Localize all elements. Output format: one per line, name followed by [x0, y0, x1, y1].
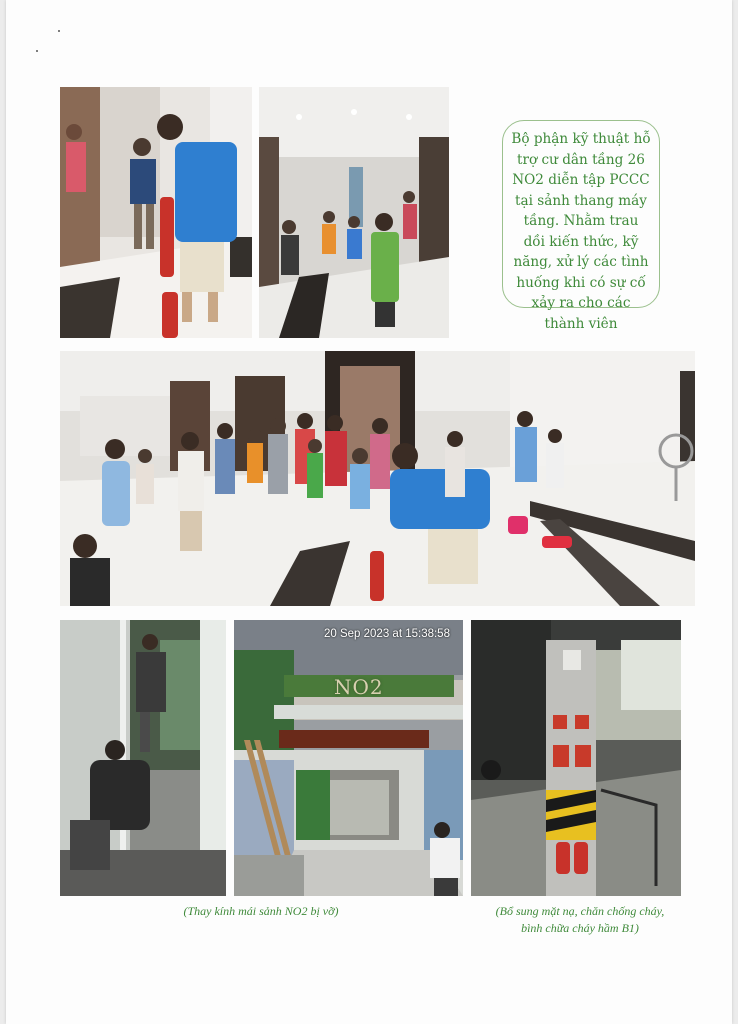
building-sign: NO2: [334, 675, 384, 699]
activity-description-text: Bộ phận kỹ thuật hỗ trợ cư dân tầng 26 NO2 diễn tập PCCC tại sảnh thang máy tầng. Nhằm trau dồi kiến thức, kỹ năng, xử lý các tình huống khi có sự cố xảy ra cho các thành viên: [511, 131, 651, 332]
activity-description-callout: [502, 120, 660, 332]
document-page: [6, 0, 732, 1024]
photo-no2-lobby-exterior: [234, 620, 463, 896]
scan-speck: [58, 30, 60, 32]
photo-basement-b1-equipment: [471, 620, 681, 896]
photo-glass-replacement: [60, 620, 226, 896]
caption-basement-equipment: (Bổ sung mặt nạ, chăn chống cháy, bình chữa cháy hầm B1): [495, 904, 665, 935]
caption-lobby-glass: (Thay kính mái sảnh NO2 bị vỡ): [183, 904, 339, 918]
scan-speck: [36, 50, 38, 52]
photo-fire-drill-group: [60, 351, 695, 606]
photo-corridor-residents: [259, 87, 449, 338]
photo-extinguisher-demo: [60, 87, 252, 338]
photo-timestamp: 20 Sep 2023 at 15:38:58: [324, 628, 450, 640]
